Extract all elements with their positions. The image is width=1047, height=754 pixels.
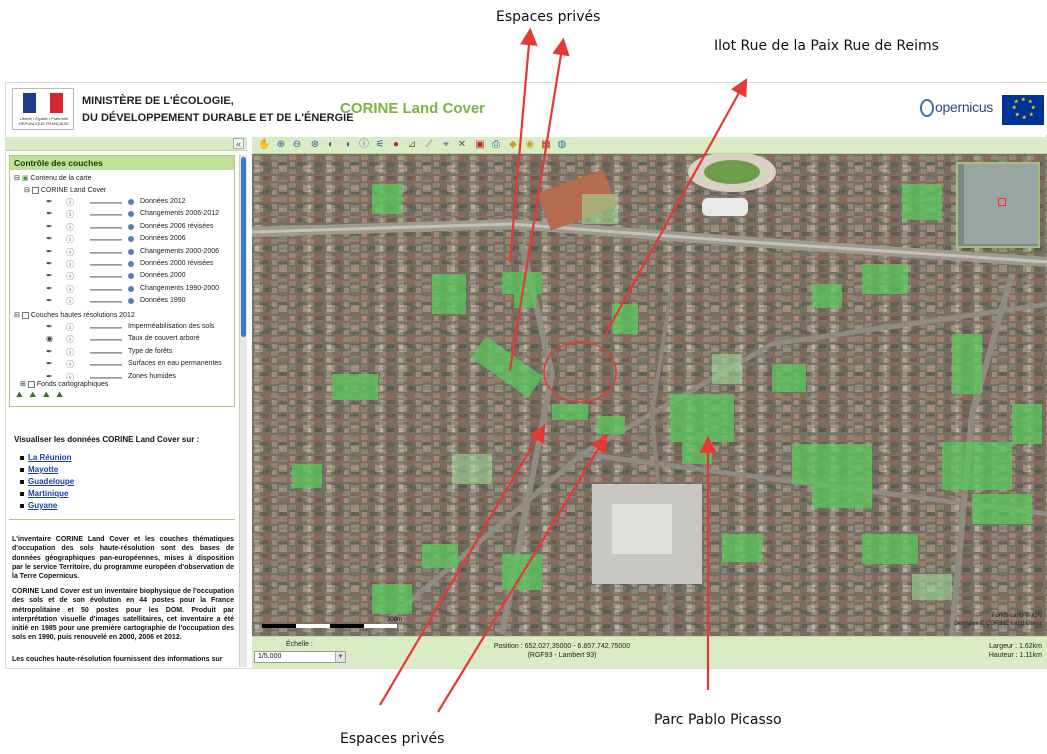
info-icon[interactable]: ⓘ — [66, 360, 74, 370]
opacity-slider[interactable] — [90, 239, 122, 241]
info-icon[interactable]: ⓘ — [66, 335, 74, 345]
metadata-icon[interactable] — [128, 286, 134, 292]
cursor-position — [462, 642, 662, 660]
hr-layer-label: Taux de couvert arboré — [128, 335, 200, 343]
opacity-slider[interactable] — [90, 289, 122, 291]
info-icon[interactable]: ⓘ — [66, 222, 74, 232]
aerial-map — [252, 154, 1047, 636]
tree-fonds-group[interactable] — [20, 380, 108, 388]
tree-root-label: Contenu de la carte — [30, 175, 92, 182]
copernicus-wordmark: opernicus — [935, 99, 994, 115]
clc-layer-label: Données 1990 — [140, 297, 186, 305]
tree-hr-group-label: Couches hautes résolutions 2012 — [30, 312, 135, 319]
clc-layer-label: Données 2006 — [140, 235, 186, 243]
checkbox[interactable] — [22, 312, 29, 319]
layer-up-icon[interactable]: ⛰ — [42, 390, 50, 399]
copernicus-logo[interactable] — [920, 99, 993, 117]
metadata-icon[interactable] — [128, 261, 134, 267]
zoom-previous-icon[interactable]: ◐ — [327, 139, 335, 150]
opacity-slider[interactable] — [90, 252, 122, 254]
visibility-icon[interactable]: ✒ — [46, 346, 53, 356]
clc-layer-label: Données 2000 révisées — [140, 260, 214, 267]
measure-area-icon[interactable]: ⊿ — [407, 139, 417, 150]
map-credit-line-1: Fonds carto © IGN — [991, 613, 1042, 619]
add-layer-icon[interactable]: ⛰ — [16, 390, 23, 399]
visibility-icon[interactable]: ✒ — [46, 209, 53, 219]
opacity-slider[interactable] — [90, 364, 122, 366]
link-martinique[interactable]: Martinique — [28, 489, 69, 498]
map-content-icon: ▣ — [21, 175, 29, 182]
tree-hr-group[interactable] — [14, 311, 135, 319]
visibility-icon[interactable]: ✒ — [46, 259, 53, 268]
expand-icon[interactable]: ⊟ — [24, 187, 30, 194]
overview-extent-box — [998, 198, 1006, 206]
checkbox[interactable] — [32, 187, 39, 194]
bookmark-icon[interactable]: ◉ — [525, 139, 535, 150]
pan-hand-icon[interactable]: ✋ — [258, 139, 271, 150]
opacity-slider[interactable] — [90, 276, 122, 278]
layer-down-icon[interactable]: ⛰ — [56, 390, 63, 399]
hr-layer-label: Imperméabilisation des sols — [128, 323, 215, 330]
clc-layer-label: Changements 1990-2000 — [140, 284, 220, 292]
copernicus-c-icon — [920, 99, 934, 117]
expand-icon[interactable]: ⊞ — [20, 381, 26, 388]
eu-flag-icon[interactable]: ★ ★ ★ ★ ★ ★ ★ ★ — [1002, 95, 1044, 125]
info-icon[interactable]: ⓘ — [66, 272, 74, 282]
app-title: CORINE Land Cover — [340, 100, 486, 117]
position-projection: (RGF93 - Lambert 93) — [527, 652, 597, 659]
print-icon[interactable]: ⎙ — [492, 139, 500, 150]
info-icon[interactable]: ⓘ — [66, 297, 74, 307]
clc-layer-label: Données 2006 révisées — [140, 222, 214, 230]
visibility-icon[interactable]: ✒ — [46, 359, 53, 369]
checkbox[interactable] — [28, 381, 35, 388]
map-scalebar — [262, 624, 397, 628]
visibility-icon[interactable]: ✒ — [46, 296, 53, 306]
clc-layer-label: Données 2012 — [140, 198, 186, 205]
link-mayotte[interactable]: Mayotte — [28, 465, 59, 474]
scale-select-value: 1/5.000 — [258, 653, 282, 660]
grid-icon[interactable]: ▦ — [541, 139, 551, 150]
panel-separator — [9, 519, 235, 520]
hr-layer-label: Type de forêts — [128, 347, 173, 355]
metadata-icon[interactable] — [128, 249, 134, 255]
annotation-ilot-rue: Ilot Rue de la Paix Rue de Reims — [714, 38, 939, 54]
tree-root[interactable] — [14, 174, 92, 182]
intro-paragraph-2: CORINE Land Cover est un inventaire biophysique de l'occupation des sols et de son évolution en 44 postes pour la France métropolitaine et 50 postes pour les DOM. Produit par interprétation visuelle d'images satellitaires, cet inventaire a été initié en 1985 pour une première cartographie de l'occupation des sols en 1990, puis renouvelé en 2000, 2006 et 2012. — [12, 588, 234, 642]
info-icon[interactable]: ⓘ — [66, 198, 74, 207]
info-icon[interactable]: ⓘ — [66, 247, 74, 257]
metadata-icon[interactable] — [128, 211, 134, 217]
tree-fonds-group-label: Fonds cartographiques — [36, 381, 109, 388]
marker-icon[interactable]: ● — [392, 139, 400, 150]
select-icon[interactable]: ⌖ — [443, 139, 449, 150]
overview-map-image — [964, 164, 1038, 244]
hr-layer-label: Zones humides — [128, 372, 176, 380]
layer-control-panel — [9, 155, 235, 407]
info-icon[interactable]: ⓘ — [359, 139, 369, 150]
measure-icon[interactable]: ⚟ — [375, 139, 385, 150]
application-window — [5, 82, 1047, 669]
visibility-icon[interactable]: ✒ — [46, 371, 53, 381]
opacity-slider[interactable] — [90, 352, 122, 354]
ministry-name — [82, 93, 354, 127]
metadata-icon[interactable] — [128, 199, 134, 205]
annotation-parc-pablo-picasso: Parc Pablo Picasso — [654, 712, 782, 728]
visibility-icon[interactable]: ✒ — [46, 234, 53, 244]
map-credit — [954, 612, 1042, 628]
info-icon[interactable]: ⓘ — [66, 284, 74, 294]
chevron-down-icon[interactable]: ▼ — [335, 652, 345, 662]
map-view[interactable] — [252, 154, 1047, 636]
ministry-line-1: MINISTÈRE DE L'ÉCOLOGIE, — [82, 95, 234, 107]
info-icon[interactable]: ⓘ — [66, 210, 74, 220]
left-panel-scrollbar[interactable] — [239, 155, 247, 667]
info-icon[interactable]: ⓘ — [66, 260, 74, 269]
legend-icon[interactable]: ◆ — [509, 139, 517, 150]
delete-icon[interactable]: ✕ — [457, 139, 467, 150]
zoom-in-icon[interactable]: ⊕ — [276, 139, 286, 150]
clc-layer-label: Changements 2006-2012 — [140, 210, 220, 218]
intro-paragraph-3: Les couches haute-résolution fournissent des informations sur — [12, 656, 223, 663]
link-la-reunion[interactable]: La Réunion — [28, 453, 72, 462]
hr-layer-label: Surfaces en eau permanentes — [128, 360, 222, 368]
clc-layer-label: Changements 2000-2006 — [140, 247, 220, 255]
metadata-icon[interactable] — [128, 224, 134, 230]
fonds-toolbar — [16, 390, 63, 400]
globe-icon[interactable]: ◍ — [557, 139, 567, 150]
map-status-bar — [252, 636, 1047, 668]
republique-francaise-logo[interactable] — [12, 88, 74, 130]
scalebar-label: 300m — [387, 617, 403, 623]
scrollbar-thumb[interactable] — [241, 157, 246, 337]
visibility-icon[interactable]: ✒ — [46, 246, 53, 256]
metadata-icon[interactable] — [128, 273, 134, 279]
measure-line-icon[interactable]: ⟋ — [425, 139, 433, 150]
tree-clc-group-label: CORINE Land Cover — [40, 187, 107, 194]
french-flag-icon — [23, 93, 63, 113]
visibility-icon[interactable]: ✒ — [46, 197, 53, 206]
opacity-slider[interactable] — [90, 301, 122, 303]
opacity-slider[interactable] — [90, 202, 122, 204]
expand-icon[interactable]: ⊟ — [14, 312, 20, 319]
opacity-slider[interactable] — [90, 264, 122, 266]
zoom-extent-icon[interactable]: ⊛ — [310, 139, 320, 150]
map-dimensions — [989, 642, 1042, 660]
map-width: Largeur : 1.62km — [989, 643, 1042, 650]
layer-panel-title: Contrôle des couches — [10, 156, 234, 170]
zoom-out-icon[interactable]: ⊖ — [292, 139, 302, 150]
scale-label: Échelle : — [286, 641, 313, 648]
info-icon[interactable]: ⓘ — [66, 235, 74, 245]
visibility-icon[interactable]: ✒ — [46, 221, 53, 231]
expand-icon[interactable]: ⊟ — [14, 175, 20, 182]
visibility-icon[interactable]: ✒ — [46, 271, 53, 281]
link-guyane[interactable]: Guyane — [28, 501, 58, 510]
site-header — [6, 83, 1047, 135]
visibility-icon[interactable]: ✒ — [46, 283, 53, 293]
intro-paragraph-1: L'inventaire CORINE Land Cover et les couches thématiques d'occupation des sols haute-résolution sont des bases de données géographiques pan-européennes, mises à disposition par le service Territoire, du programme européen d'observation de la Terre Copernicus. — [12, 536, 234, 581]
annotation-espaces-prives-bottom: Espaces privés — [340, 731, 445, 747]
info-icon[interactable]: ⓘ — [66, 372, 74, 382]
opacity-slider[interactable] — [90, 227, 122, 229]
remove-layer-icon[interactable]: ⛰ — [29, 390, 37, 399]
opacity-slider[interactable] — [90, 214, 122, 216]
overview-map[interactable] — [956, 162, 1040, 248]
opacity-slider[interactable] — [90, 377, 122, 379]
info-icon[interactable]: ⓘ — [66, 323, 74, 332]
metadata-icon[interactable] — [128, 298, 134, 304]
map-toolbar — [252, 137, 1047, 154]
info-icon[interactable]: ⓘ — [66, 347, 74, 357]
clc-layer-label: Données 2000 — [140, 272, 186, 280]
eye-icon[interactable]: ◉ — [46, 334, 53, 344]
opacity-slider[interactable] — [90, 339, 122, 341]
map-height: Hauteur : 1.11km — [988, 652, 1042, 659]
visualiser-title: Visualiser les données CORINE Land Cover sur : — [14, 435, 200, 444]
opacity-slider[interactable] — [90, 327, 122, 329]
position-coordinates: Position : 652.027,35000 - 6.857.742,75000 — [493, 643, 631, 650]
link-guadeloupe[interactable]: Guadeloupe — [28, 477, 75, 486]
zoom-next-icon[interactable]: ◑ — [343, 139, 351, 150]
metadata-icon[interactable] — [128, 236, 134, 242]
scale-select[interactable] — [254, 651, 346, 663]
annotation-espaces-prives-top: Espaces privés — [496, 9, 601, 25]
left-panel-bar — [6, 137, 247, 151]
map-credit-line-2: Données © CORINE Land Cover — [954, 621, 1042, 627]
rf-logo-caption: Liberté • Égalité • Fraternité RÉPUBLIQUE FRANÇAISE — [19, 116, 69, 126]
visibility-icon[interactable]: ✒ — [46, 322, 53, 331]
pdf-icon[interactable]: ▣ — [475, 139, 485, 150]
ministry-line-2: DU DÉVELOPPEMENT DURABLE ET DE L'ÉNERGIE — [82, 112, 354, 124]
tree-clc-group[interactable] — [24, 186, 106, 194]
collapse-panel-button[interactable]: « — [233, 138, 244, 149]
